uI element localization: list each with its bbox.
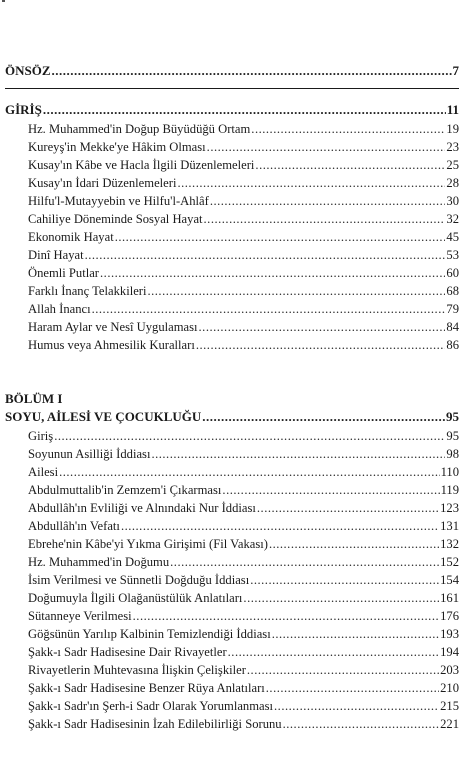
toc-subentry-page: 221: [440, 717, 459, 731]
dot-leader: [247, 661, 439, 679]
toc-entry-page: 95: [446, 409, 459, 424]
toc-subentry-title: Önemli Putlar: [28, 266, 100, 280]
toc-subentry-page: 30: [446, 194, 459, 208]
toc-subentry-title: Dinî Hayat: [28, 248, 84, 262]
dot-leader: [54, 427, 445, 445]
toc-subentry[interactable]: [5, 607, 459, 625]
toc-subentry-page: 32: [446, 212, 459, 226]
toc-subentry[interactable]: [5, 228, 459, 246]
toc-subentry[interactable]: [5, 336, 459, 354]
toc-subentry-title: Şakk-ı Sadr Hadisesinin İzah Edilebilirliği Sorunu: [28, 717, 282, 731]
toc-entry-page: 11: [446, 102, 459, 117]
toc-subentry-page: 176: [440, 609, 459, 623]
toc-subentry-page: 60: [446, 266, 459, 280]
toc-subentry-title: Doğumuyla İlgili Olağanüstülük Anlatıları: [28, 591, 243, 605]
toc-subentry-page: 25: [446, 158, 459, 172]
toc-entry-chapter-1[interactable]: [5, 408, 459, 426]
toc-subentry-page: 86: [446, 338, 459, 352]
dot-leader: [59, 463, 439, 481]
toc-subentry-page: 131: [440, 519, 459, 533]
dot-leader: [272, 625, 439, 643]
chapter-label: BÖLÜM I: [5, 391, 63, 406]
toc-subentry-title: Abdullâh'ın Vefatı: [28, 519, 120, 533]
dot-leader: [257, 499, 439, 517]
toc-subentry[interactable]: [5, 445, 459, 463]
dot-leader: [266, 679, 439, 697]
toc-subentry[interactable]: [5, 625, 459, 643]
toc-entry-title: ÖNSÖZ: [5, 63, 51, 78]
toc-subentry-title: Ebrehe'nin Kâbe'yi Yıkma Girişimi (Fil Vakası): [28, 537, 268, 551]
toc-subentry-title: Humus veya Ahmesilik Kuralları: [28, 338, 195, 352]
toc-subentry[interactable]: [5, 427, 459, 445]
toc-subentry-title: Abdullâh'ın Evliliği ve Alnındaki Nur İddiası: [28, 501, 256, 515]
toc-subentry-page: 79: [446, 302, 459, 316]
toc-subentry[interactable]: [5, 156, 459, 174]
toc-entry-onsoz[interactable]: [5, 62, 459, 80]
toc-subentry-page: 45: [446, 230, 459, 244]
toc-subentry[interactable]: [5, 174, 459, 192]
toc-subentry-page: 194: [440, 645, 459, 659]
toc-subentry-title: Allah İnancı: [28, 302, 91, 316]
toc-subentry[interactable]: [5, 589, 459, 607]
toc-subentry[interactable]: [5, 697, 459, 715]
toc-subentry[interactable]: [5, 246, 459, 264]
toc-subentry-title: Hilfu'l-Mutayyebin ve Hilfu'l-Ahlâf: [28, 194, 209, 208]
dot-leader: [204, 210, 446, 228]
toc-subentry-title: Hz. Muhammed'in Doğumu: [28, 555, 170, 569]
toc-subentry-title: İsim Verilmesi ve Sünnetli Doğduğu İddiası: [28, 573, 250, 587]
toc-subentry-title: Haram Aylar ve Nesî Uygulaması: [28, 320, 198, 334]
toc-subentry-title: Giriş: [28, 429, 54, 443]
toc-subentry[interactable]: [5, 138, 459, 156]
toc-subentry[interactable]: [5, 553, 459, 571]
toc-subentry[interactable]: [5, 120, 459, 138]
dot-leader: [92, 300, 446, 318]
toc-subentry-page: 23: [446, 140, 459, 154]
dot-leader: [269, 535, 439, 553]
toc-subentry-page: 215: [440, 699, 459, 713]
toc-subentry-title: Soyunun Asilliği İddiası: [28, 447, 151, 461]
toc-subentry-page: 110: [440, 465, 459, 479]
toc-subentry-page: 193: [440, 627, 459, 641]
toc-subentry-title: Abdulmuttalib'in Zemzem'i Çıkarması: [28, 483, 222, 497]
toc-entry-page: 7: [452, 63, 459, 78]
toc-subentry-title: Şakk-ı Sadr Hadisesine Dair Rivayetler: [28, 645, 227, 659]
toc-subentry[interactable]: [5, 571, 459, 589]
toc-subentry-title: Hz. Muhammed'in Doğup Büyüdüğü Ortam: [28, 122, 251, 136]
dot-leader: [43, 101, 446, 119]
toc-subentry[interactable]: [5, 264, 459, 282]
dot-leader: [207, 138, 446, 156]
toc-subentry-page: 123: [440, 501, 459, 515]
toc-subentry-page: 210: [440, 681, 459, 695]
toc-subentry-page: 203: [440, 663, 459, 677]
dot-leader: [133, 607, 439, 625]
toc-entry-title: GİRİŞ: [5, 102, 42, 117]
toc-subentry-page: 53: [446, 248, 459, 262]
toc-subentry[interactable]: [5, 679, 459, 697]
toc-subentry-page: 119: [440, 483, 459, 497]
toc-subentry-title: Ailesi: [28, 465, 59, 479]
toc-subentry-title: Şakk-ı Sadr Hadisesine Benzer Rüya Anlatıları: [28, 681, 265, 695]
toc-subentry-title: Göğsünün Yarılıp Kalbinin Temizlendiği İddiası: [28, 627, 271, 641]
dot-leader: [255, 156, 445, 174]
toc-subentry[interactable]: [5, 192, 459, 210]
dot-leader: [222, 481, 439, 499]
toc-subentry-page: 68: [446, 284, 459, 298]
toc-subentry-title: Şakk-ı Sadr'ın Şerh-i Sadr Olarak Yorumlanması: [28, 699, 274, 713]
toc-subentry[interactable]: [5, 481, 459, 499]
dot-leader: [170, 553, 439, 571]
page-corner-mark: [2, 0, 5, 2]
toc-subentry-title: Rivayetlerin Muhtevasına İlişkin Çelişkiler: [28, 663, 246, 677]
dot-leader: [177, 174, 445, 192]
toc-subentry-page: 84: [446, 320, 459, 334]
dot-leader: [121, 517, 439, 535]
toc-subentry[interactable]: [5, 517, 459, 535]
dot-leader: [199, 318, 446, 336]
toc-subentry[interactable]: [5, 300, 459, 318]
toc-subentry-title: Ekonomik Hayat: [28, 230, 114, 244]
dot-leader: [151, 445, 445, 463]
toc-subentry-page: 161: [440, 591, 459, 605]
dot-leader: [251, 120, 445, 138]
toc-subentry-page: 152: [440, 555, 459, 569]
toc-subentry[interactable]: [5, 318, 459, 336]
toc-subentry-page: 132: [440, 537, 459, 551]
toc-subentry-page: 95: [446, 429, 459, 443]
dot-leader: [210, 192, 446, 210]
toc-subentry[interactable]: [5, 282, 459, 300]
toc-subentry-title: Kureyş'in Mekke'ye Hâkim Olması: [28, 140, 206, 154]
dot-leader: [100, 264, 445, 282]
chapter-1-subentries: [5, 427, 459, 733]
toc-subentry[interactable]: [5, 661, 459, 679]
dot-leader: [202, 408, 445, 426]
dot-leader: [283, 715, 440, 733]
dot-leader: [243, 589, 439, 607]
toc-subentry-title: Kusay'ın Kâbe ve Hacla İlgili Düzenlemeleri: [28, 158, 255, 172]
toc-entry-title: SOYU, AİLESİ VE ÇOCUKLUĞU: [5, 409, 202, 424]
section-divider: [5, 88, 459, 89]
toc-subentry-page: 28: [446, 176, 459, 190]
dot-leader: [274, 697, 439, 715]
toc-subentry-title: Farklı İnanç Telakkileri: [28, 284, 147, 298]
toc-entry-giris[interactable]: [5, 101, 459, 119]
toc-subentry-page: 19: [446, 122, 459, 136]
toc-subentry-page: 154: [440, 573, 459, 587]
dot-leader: [147, 282, 445, 300]
dot-leader: [85, 246, 446, 264]
toc-subentry-title: Kusay'ın İdari Düzenlemeleri: [28, 176, 177, 190]
dot-leader: [196, 336, 446, 354]
toc-subentry[interactable]: [5, 210, 459, 228]
toc-subentry-page: 98: [446, 447, 459, 461]
toc-subentry[interactable]: [5, 535, 459, 553]
giris-subentries: [5, 120, 459, 354]
dot-leader: [115, 228, 446, 246]
dot-leader: [52, 62, 452, 80]
toc-subentry-title: Sütanneye Verilmesi: [28, 609, 132, 623]
toc-subentry[interactable]: [5, 499, 459, 517]
toc-subentry[interactable]: [5, 463, 459, 481]
dot-leader: [228, 643, 439, 661]
dot-leader: [250, 571, 439, 589]
toc-subentry[interactable]: [5, 643, 459, 661]
toc-subentry-title: Cahiliye Döneminde Sosyal Hayat: [28, 212, 203, 226]
toc-subentry[interactable]: [5, 715, 459, 733]
